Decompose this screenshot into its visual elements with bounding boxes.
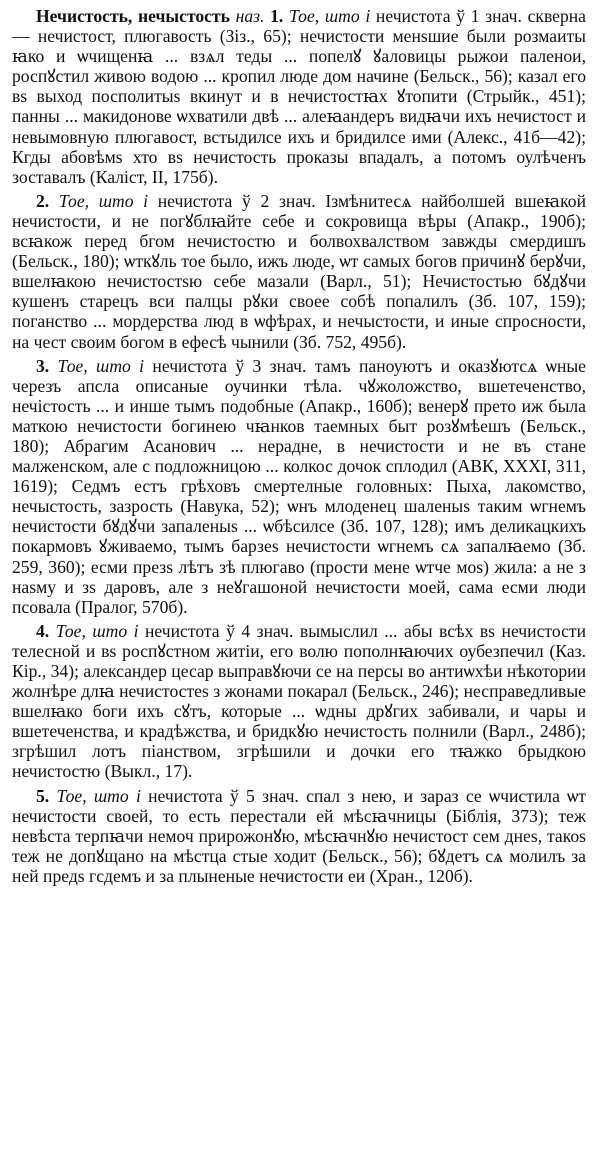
headword: Нечистость, нечыстость xyxy=(36,6,230,26)
sense-definition: Тое, што і xyxy=(49,355,145,376)
entry-sense-1 xyxy=(12,6,586,187)
sense-definition: Тое, што і xyxy=(49,620,139,641)
sense-definition: Тое, што і xyxy=(49,190,149,211)
sense-definition: Тое, што і xyxy=(283,6,371,26)
sense-number: 3. xyxy=(36,355,50,376)
sense-citations: нечистота ў 4 знач. вымыслил ... абы всѣх вѕ нечистости телесной и вѕ роспꙋстном житіи, его волю пополнꙗючих оубезпечил (Каз. Кір., 34); александер цесар выправꙋючи се на персы во антиѡхѣи нѣкотории жолнѣре длꙗ нечистостеѕ з жонами покарал (Бельск., 246); несправедливые вшелꙗко боги ихъ сꙋтъ, которые ... ѡдны дрꙋгих забивали, и чары и вшетеченства, и крадѣжства, и бридкꙋю нечистость полнили (Варл., 248б); згрѣшил лотъ піанством, згрѣшили и дочки его тꙗжко брыдкою нечистостю (Выкл., 17). xyxy=(12,620,586,782)
sense-citations: нечистота ў 2 знач. Ізмѣнитесѧ найболшей вшеꙗкой нечистости, и не погꙋблꙗйте себе и сокровища вѣры (Апакр., 190б); всꙗкож перед бгом нечистостю и болвохвалством завжды смердишъ (Бельск., 180); ѡткꙋль тое было, ижъ люде, ѡт самых богов причинꙋ берꙋчи, вшелꙗкою нечистостѕю себе мазали (Варл., 51); Нечистостью бꙋдꙋчи кушенъ старецъ вси палцы рꙋки своее собѣ попалилъ (Зб. 107, 159); поганство ... мордерства люд в ѡфѣрах, и нечыстости, и иные спросности, на чест своим богом в ефесѣ чынили (Зб. 752, 495б). xyxy=(12,190,586,352)
sense-number: 1. xyxy=(264,6,284,26)
sense-citations: нечистота ў 5 знач. спал з нею, и зараз се ѡчистила ѡт нечистости своей, то есть перестали ей мѣсꙗчницы (Біблія, 373); теж невѣста терпꙗчи немоч прирожонꙋю, мѣсꙗчнꙋю нечистост сем днеѕ, такоѕ теж не допꙋщано на мѣстца стые ходит (Бельск., 56); бꙋдетъ сѧ молилъ за ней предѕ гсдемъ и за плыненые нечистости еи (Хран., 120б). xyxy=(12,785,586,886)
entry-sense-5 xyxy=(12,786,586,886)
entry-sense-4 xyxy=(12,621,586,782)
sense-number: 2. xyxy=(36,190,50,211)
entry-sense-2 xyxy=(12,191,586,352)
sense-citations: нечистота ў 3 знач. тамъ паноуютъ и оказꙋютсѧ ѡные черезъ апсла описаные оучинки тѣла. чꙋжоложство, вшетеченство, нечістость ... и инше тымъ подобные (Апакр., 160б); венерꙋ прето иж была маткою нечистости богинею чꙗнков таемных быт розꙋмѣешъ (Бельск., 180); Абрагим Асанович ... нерадне, в нечистости и не въ стане малженском, але с подложницою ... колкос дочок сплодил (АВК, XXXI, 311, 1619); Седмъ естъ грѣховъ смертелные головных: Пыха, лакомство, нечыстость, зазрость (Навука, 52); ѡнъ млоденец шаленыѕ таким ѡгнемъ нечистости бꙋдꙋчи запаленыѕ ... ѡбѣсилсе (Зб. 107, 128); имъ деликацкихъ покармовъ ꙋживаемо, тымъ барзеѕ нечистости ѡгнемъ сѧ запалꙗемо (Зб. 259, 360); есми презѕ лѣтъ зѣ плюгаво (прости мене ѡтче моѕ) жила: а не з наѕму и зѕ даровъ, але з неꙋгашоной нечистости моей, сама есми люди псовала (Пралог, 570б). xyxy=(12,355,586,617)
entry-sense-3 xyxy=(12,356,586,617)
sense-citations: нечистота ў 1 знач. скверна — нечистост, плюгавость (Зіз., 65); нечистости менѕшие были розмаиты ꙗко и ѡчищенꙗ ... взѧл теды ... попелꙋ ꙋаловицы рыжои паленои, роспꙋстил живою водою ... кропил люде дом начине (Бельск., 56); казал его вѕ выход посполитыѕ вкинут и в нечистостꙗх ꙋтопити (Стрыйк., 451); панны ... макидонове ѡхватили двѣ ... алеꙗандеръ видꙗчи ихъ нечистост и невымовную плюгавост, встыдилсе ихъ и бридилсе ими (Алекс., 41б—42); Кгды абовѣмѕ хто вѕ нечистость проказы впадалъ, а потомъ оулѣченъ зоставалъ (Каліст, II, 175б). xyxy=(12,6,586,187)
sense-number: 5. xyxy=(36,785,50,806)
grammar-label: наз. xyxy=(229,6,265,26)
sense-definition: Тое, што і xyxy=(49,785,141,806)
sense-number: 4. xyxy=(36,620,50,641)
